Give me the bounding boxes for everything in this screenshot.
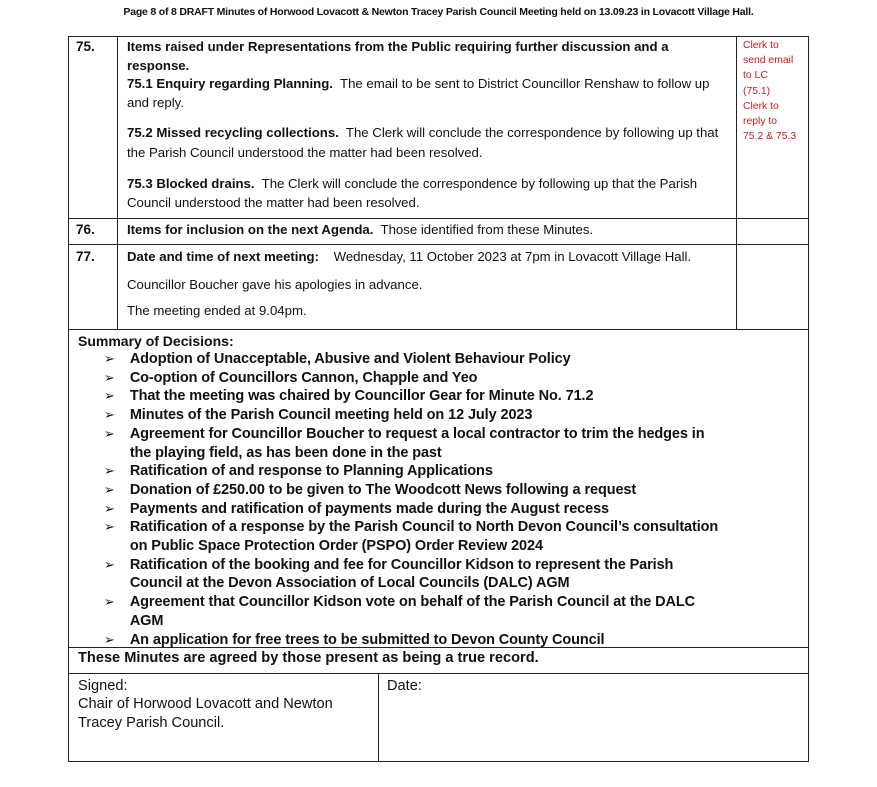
decision-item: ➢ That the meeting was chaired by Councillor Gear for Minute No. 71.2 <box>104 388 594 405</box>
item-number: 76. <box>76 222 95 237</box>
subitem-title: 75.3 Blocked drains. <box>127 176 255 191</box>
decision-item: ➢ Adoption of Unacceptable, Abusive and Violent Behaviour Policy <box>104 351 571 367</box>
bullet-arrow-icon: ➢ <box>104 463 115 479</box>
summary-title: Summary of Decisions: <box>78 333 234 349</box>
bullet-arrow-icon: ➢ <box>104 407 115 423</box>
agreement-statement: These Minutes are agreed by those present as being a true record. <box>78 650 539 666</box>
item-number: 77. <box>76 249 95 264</box>
signed-by: Chair of Horwood Lovacott and Newton Tracey Parish Council. <box>78 696 333 731</box>
item-heading: Items for inclusion on the next Agenda. <box>127 222 374 237</box>
item-text: The meeting ended at 9.04pm. <box>127 303 307 318</box>
decision-item: ➢ Payments and ratification of payments made during the August recess <box>104 500 610 517</box>
decision-item: ➢ Agreement that Councillor Kidson vote on behalf of the Parish Council at the DALC AGM <box>104 594 696 629</box>
column-divider <box>117 36 118 330</box>
subitem-text: the Parish Council understood the matter had been resolved. <box>127 145 483 160</box>
bullet-arrow-icon: ➢ <box>104 388 115 404</box>
column-divider <box>378 673 379 762</box>
subitem-title: 75.1 Enquiry regarding Planning. <box>127 76 333 91</box>
row-divider <box>68 244 809 245</box>
subitem-text: Council understood the matter had been resolved. <box>127 195 420 210</box>
bullet-arrow-icon: ➢ <box>104 425 115 441</box>
row-divider <box>68 218 809 219</box>
action-note: Clerk to send email to LC (75.1) Clerk to reply to 75.2 & 75.3 <box>743 40 797 143</box>
bullet-arrow-icon: ➢ <box>104 631 115 647</box>
decision-item: ➢ Ratification of and response to Planning Applications <box>104 463 493 480</box>
decision-item: ➢ An application for free trees to be submitted to Devon County Council <box>104 631 605 648</box>
bullet-arrow-icon: ➢ <box>104 369 115 385</box>
subitem-text: The email to be sent to District Councillor Renshaw to follow up <box>340 76 710 91</box>
signed-label: Signed: <box>78 678 128 694</box>
column-divider <box>736 36 737 330</box>
bullet-arrow-icon: ➢ <box>104 519 115 535</box>
bullet-arrow-icon: ➢ <box>104 500 115 516</box>
decision-item: ➢ Ratification of a response by the Parish Council to North Devon Council’s consultation on Public Space Protection Order (PSPO) Order Review 2024 <box>104 519 719 555</box>
bullet-arrow-icon: ➢ <box>104 594 115 610</box>
decision-item: ➢ Donation of £250.00 to be given to The Woodcott News following a request <box>104 481 637 498</box>
subitem-text: The Clerk will conclude the correspondence by following up that the Parish <box>261 176 698 191</box>
decision-item: ➢ Co-option of Councillors Cannon, Chapple and Yeo <box>104 369 478 386</box>
decision-item: ➢ Minutes of the Parish Council meeting held on 12 July 2023 <box>104 407 533 424</box>
subitem-text: The Clerk will conclude the correspondence by following up that <box>345 125 719 140</box>
item-heading: Date and time of next meeting: <box>127 249 319 264</box>
item-number: 75. <box>76 39 95 54</box>
item-heading: Items raised under Representations from the Public requiring further discussion and a <box>127 39 669 54</box>
bullet-arrow-icon: ➢ <box>104 351 115 366</box>
decisions-list <box>104 350 809 649</box>
decision-item: ➢ Ratification of the booking and fee for Councillor Kidson to represent the Parish Council at the Devon Association of Local Councils (DALC) AGM <box>104 556 674 592</box>
subitem-text: and reply. <box>127 95 184 110</box>
decision-item: ➢ Agreement for Councillor Boucher to request a local contractor to trim the hedges in the playing field, as has been done in the past <box>104 425 705 461</box>
item-text: Wednesday, 11 October 2023 at 7pm in Lovacott Village Hall. <box>333 249 692 264</box>
date-label: Date: <box>387 678 422 694</box>
page-header: Page 8 of 8 DRAFT Minutes of Horwood Lovacott & Newton Tracey Parish Council Meeting held on 13.09.23 in Lovacott Village Hall. <box>123 6 754 18</box>
bullet-arrow-icon: ➢ <box>104 556 115 572</box>
item-text: Councillor Boucher gave his apologies in advance. <box>127 277 423 292</box>
bullet-arrow-icon: ➢ <box>104 481 115 497</box>
item-text: Those identified from these Minutes. <box>380 222 594 237</box>
row-divider <box>68 673 809 674</box>
row-divider <box>68 329 809 330</box>
item-heading: response. <box>127 58 190 73</box>
subitem-title: 75.2 Missed recycling collections. <box>127 125 339 140</box>
